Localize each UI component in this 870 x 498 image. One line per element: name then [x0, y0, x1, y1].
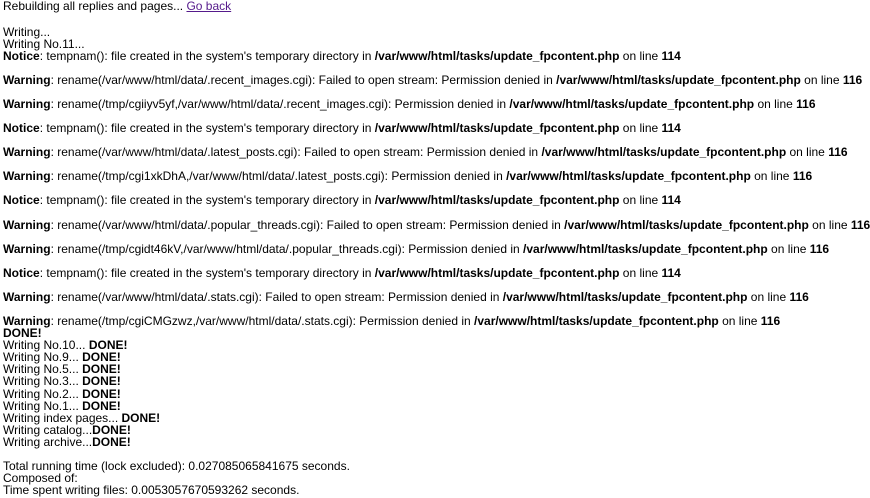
- log-message: [3, 315, 780, 327]
- log-message: [3, 146, 848, 158]
- message-text: : rename(/tmp/cgiCMGzwz,/var/www/html/data/.stats.cgi): Permission denied in: [50, 314, 475, 328]
- message-file: /var/www/html/tasks/update_fpcontent.php: [374, 49, 620, 63]
- done-label: DONE!: [3, 326, 42, 340]
- step-text: Writing No.10...: [3, 338, 89, 352]
- step-done: DONE!: [82, 362, 121, 376]
- log-message: [3, 219, 870, 231]
- message-file: /var/www/html/tasks/update_fpcontent.php: [474, 314, 719, 328]
- log-message: [3, 122, 681, 134]
- message-file: /var/www/html/tasks/update_fpcontent.php: [506, 169, 751, 183]
- message-line-number: 114: [661, 121, 681, 135]
- message-text: : tempnam(): file created in the system's temporary directory in: [39, 193, 375, 207]
- message-level: Warning: [3, 242, 51, 256]
- message-level: Warning: [3, 97, 51, 111]
- message-level: Notice: [3, 49, 40, 63]
- message-level: Notice: [3, 266, 40, 280]
- log-message: [3, 170, 812, 182]
- intro-text: Writing...: [3, 25, 51, 39]
- message-line-number: 114: [661, 49, 681, 63]
- log-message: [3, 243, 829, 255]
- step-done: DONE!: [82, 374, 121, 388]
- message-line-label: on line: [747, 290, 790, 304]
- step-done: DONE!: [121, 411, 161, 425]
- message-file: /var/www/html/tasks/update_fpcontent.php: [556, 73, 801, 87]
- log-message: [3, 98, 816, 110]
- time-writing-files: Time spent writing files: 0.0053057670593262 seconds.: [3, 483, 300, 497]
- message-level: Notice: [3, 121, 40, 135]
- message-file: /var/www/html/tasks/update_fpcontent.php: [564, 218, 809, 232]
- message-text: : rename(/var/www/html/data/.latest_posts.cgi): Failed to open stream: Permission denied in: [50, 145, 542, 159]
- step-text: Writing index pages...: [3, 411, 122, 425]
- message-level: Warning: [3, 314, 51, 328]
- message-line-number: 116: [842, 73, 863, 87]
- message-line-number: 116: [850, 218, 870, 232]
- message-text: : rename(/tmp/cgiiyv5yf,/var/www/html/data/.recent_images.cgi): Permission denied in: [50, 97, 510, 111]
- message-line-number: 114: [661, 266, 681, 280]
- go-back-link[interactable]: Go back: [186, 0, 232, 13]
- message-line-label: on line: [619, 121, 662, 135]
- message-line-number: 116: [760, 314, 781, 328]
- step-text: Writing No.1...: [3, 399, 83, 413]
- message-file: /var/www/html/tasks/update_fpcontent.php: [374, 193, 620, 207]
- message-level: Warning: [3, 73, 51, 87]
- message-line-label: on line: [718, 314, 761, 328]
- message-line-label: on line: [808, 218, 851, 232]
- message-text: : rename(/var/www/html/data/.stats.cgi): Failed to open stream: Permission denied in: [50, 290, 503, 304]
- header-text: Rebuilding all replies and pages...: [3, 0, 184, 13]
- message-line-label: on line: [619, 193, 662, 207]
- message-line-number: 116: [792, 169, 813, 183]
- message-text: : tempnam(): file created in the system's temporary directory in: [39, 266, 375, 280]
- log-message: [3, 291, 809, 303]
- step-text: Writing No.3...: [3, 374, 83, 388]
- message-line-number: 116: [796, 97, 816, 111]
- message-text: : rename(/var/www/html/data/.recent_images.cgi): Failed to open stream: Permission denied in: [50, 73, 557, 87]
- message-line-label: on line: [786, 145, 829, 159]
- intro-text: Writing No.11...: [3, 37, 85, 51]
- message-line-label: on line: [800, 73, 843, 87]
- message-line-label: on line: [754, 97, 797, 111]
- step-done: DONE!: [82, 387, 121, 401]
- message-line-number: 114: [661, 193, 681, 207]
- message-line-label: on line: [619, 49, 662, 63]
- message-file: /var/www/html/tasks/update_fpcontent.php: [374, 121, 620, 135]
- step-text: Writing No.2...: [3, 387, 83, 401]
- log-message: [3, 50, 681, 62]
- message-file: /var/www/html/tasks/update_fpcontent.php: [374, 266, 620, 280]
- step-line: [3, 375, 121, 387]
- message-text: : rename(/var/www/html/data/.popular_threads.cgi): Failed to open stream: Permission denied in: [50, 218, 565, 232]
- step-text: Writing catalog...: [3, 423, 93, 437]
- message-file: /var/www/html/tasks/update_fpcontent.php: [523, 242, 768, 256]
- message-text: : rename(/tmp/cgidt46kV,/var/www/html/data/.popular_threads.cgi): Permission denied in: [50, 242, 524, 256]
- step-text: Writing archive...: [3, 435, 93, 449]
- step-done: DONE!: [82, 399, 121, 413]
- message-level: Warning: [3, 169, 51, 183]
- message-level: Warning: [3, 145, 51, 159]
- step-text: Writing No.9...: [3, 350, 83, 364]
- message-file: /var/www/html/tasks/update_fpcontent.php: [502, 290, 748, 304]
- composed-of: Composed of:: [3, 471, 78, 485]
- message-file: /var/www/html/tasks/update_fpcontent.php: [509, 97, 755, 111]
- footer-files: [3, 484, 299, 496]
- message-level: Warning: [3, 218, 51, 232]
- step-line: [3, 436, 131, 448]
- message-line-number: 116: [789, 290, 809, 304]
- step-done: DONE!: [88, 338, 128, 352]
- message-text: : tempnam(): file created in the system's temporary directory in: [39, 121, 375, 135]
- step-done: DONE!: [92, 423, 131, 437]
- step-done: DONE!: [82, 350, 121, 364]
- step-text: Writing No.5...: [3, 362, 83, 376]
- message-file: /var/www/html/tasks/update_fpcontent.php: [541, 145, 787, 159]
- message-level: Notice: [3, 193, 40, 207]
- message-level: Warning: [3, 290, 51, 304]
- message-line-label: on line: [767, 242, 810, 256]
- message-line-number: 116: [828, 145, 848, 159]
- message-line-label: on line: [619, 266, 662, 280]
- log-message: [3, 267, 681, 279]
- message-text: : rename(/tmp/cgi1xkDhA,/var/www/html/data/.latest_posts.cgi): Permission denied in: [50, 169, 507, 183]
- log-message: [3, 194, 681, 206]
- log-message: [3, 74, 862, 86]
- total-running-time: Total running time (lock excluded): 0.027085065841675 seconds.: [3, 459, 350, 473]
- header-line: [3, 0, 231, 12]
- message-text: : tempnam(): file created in the system's temporary directory in: [39, 49, 375, 63]
- message-line-label: on line: [750, 169, 793, 183]
- step-done: DONE!: [92, 435, 131, 449]
- message-line-number: 116: [809, 242, 830, 256]
